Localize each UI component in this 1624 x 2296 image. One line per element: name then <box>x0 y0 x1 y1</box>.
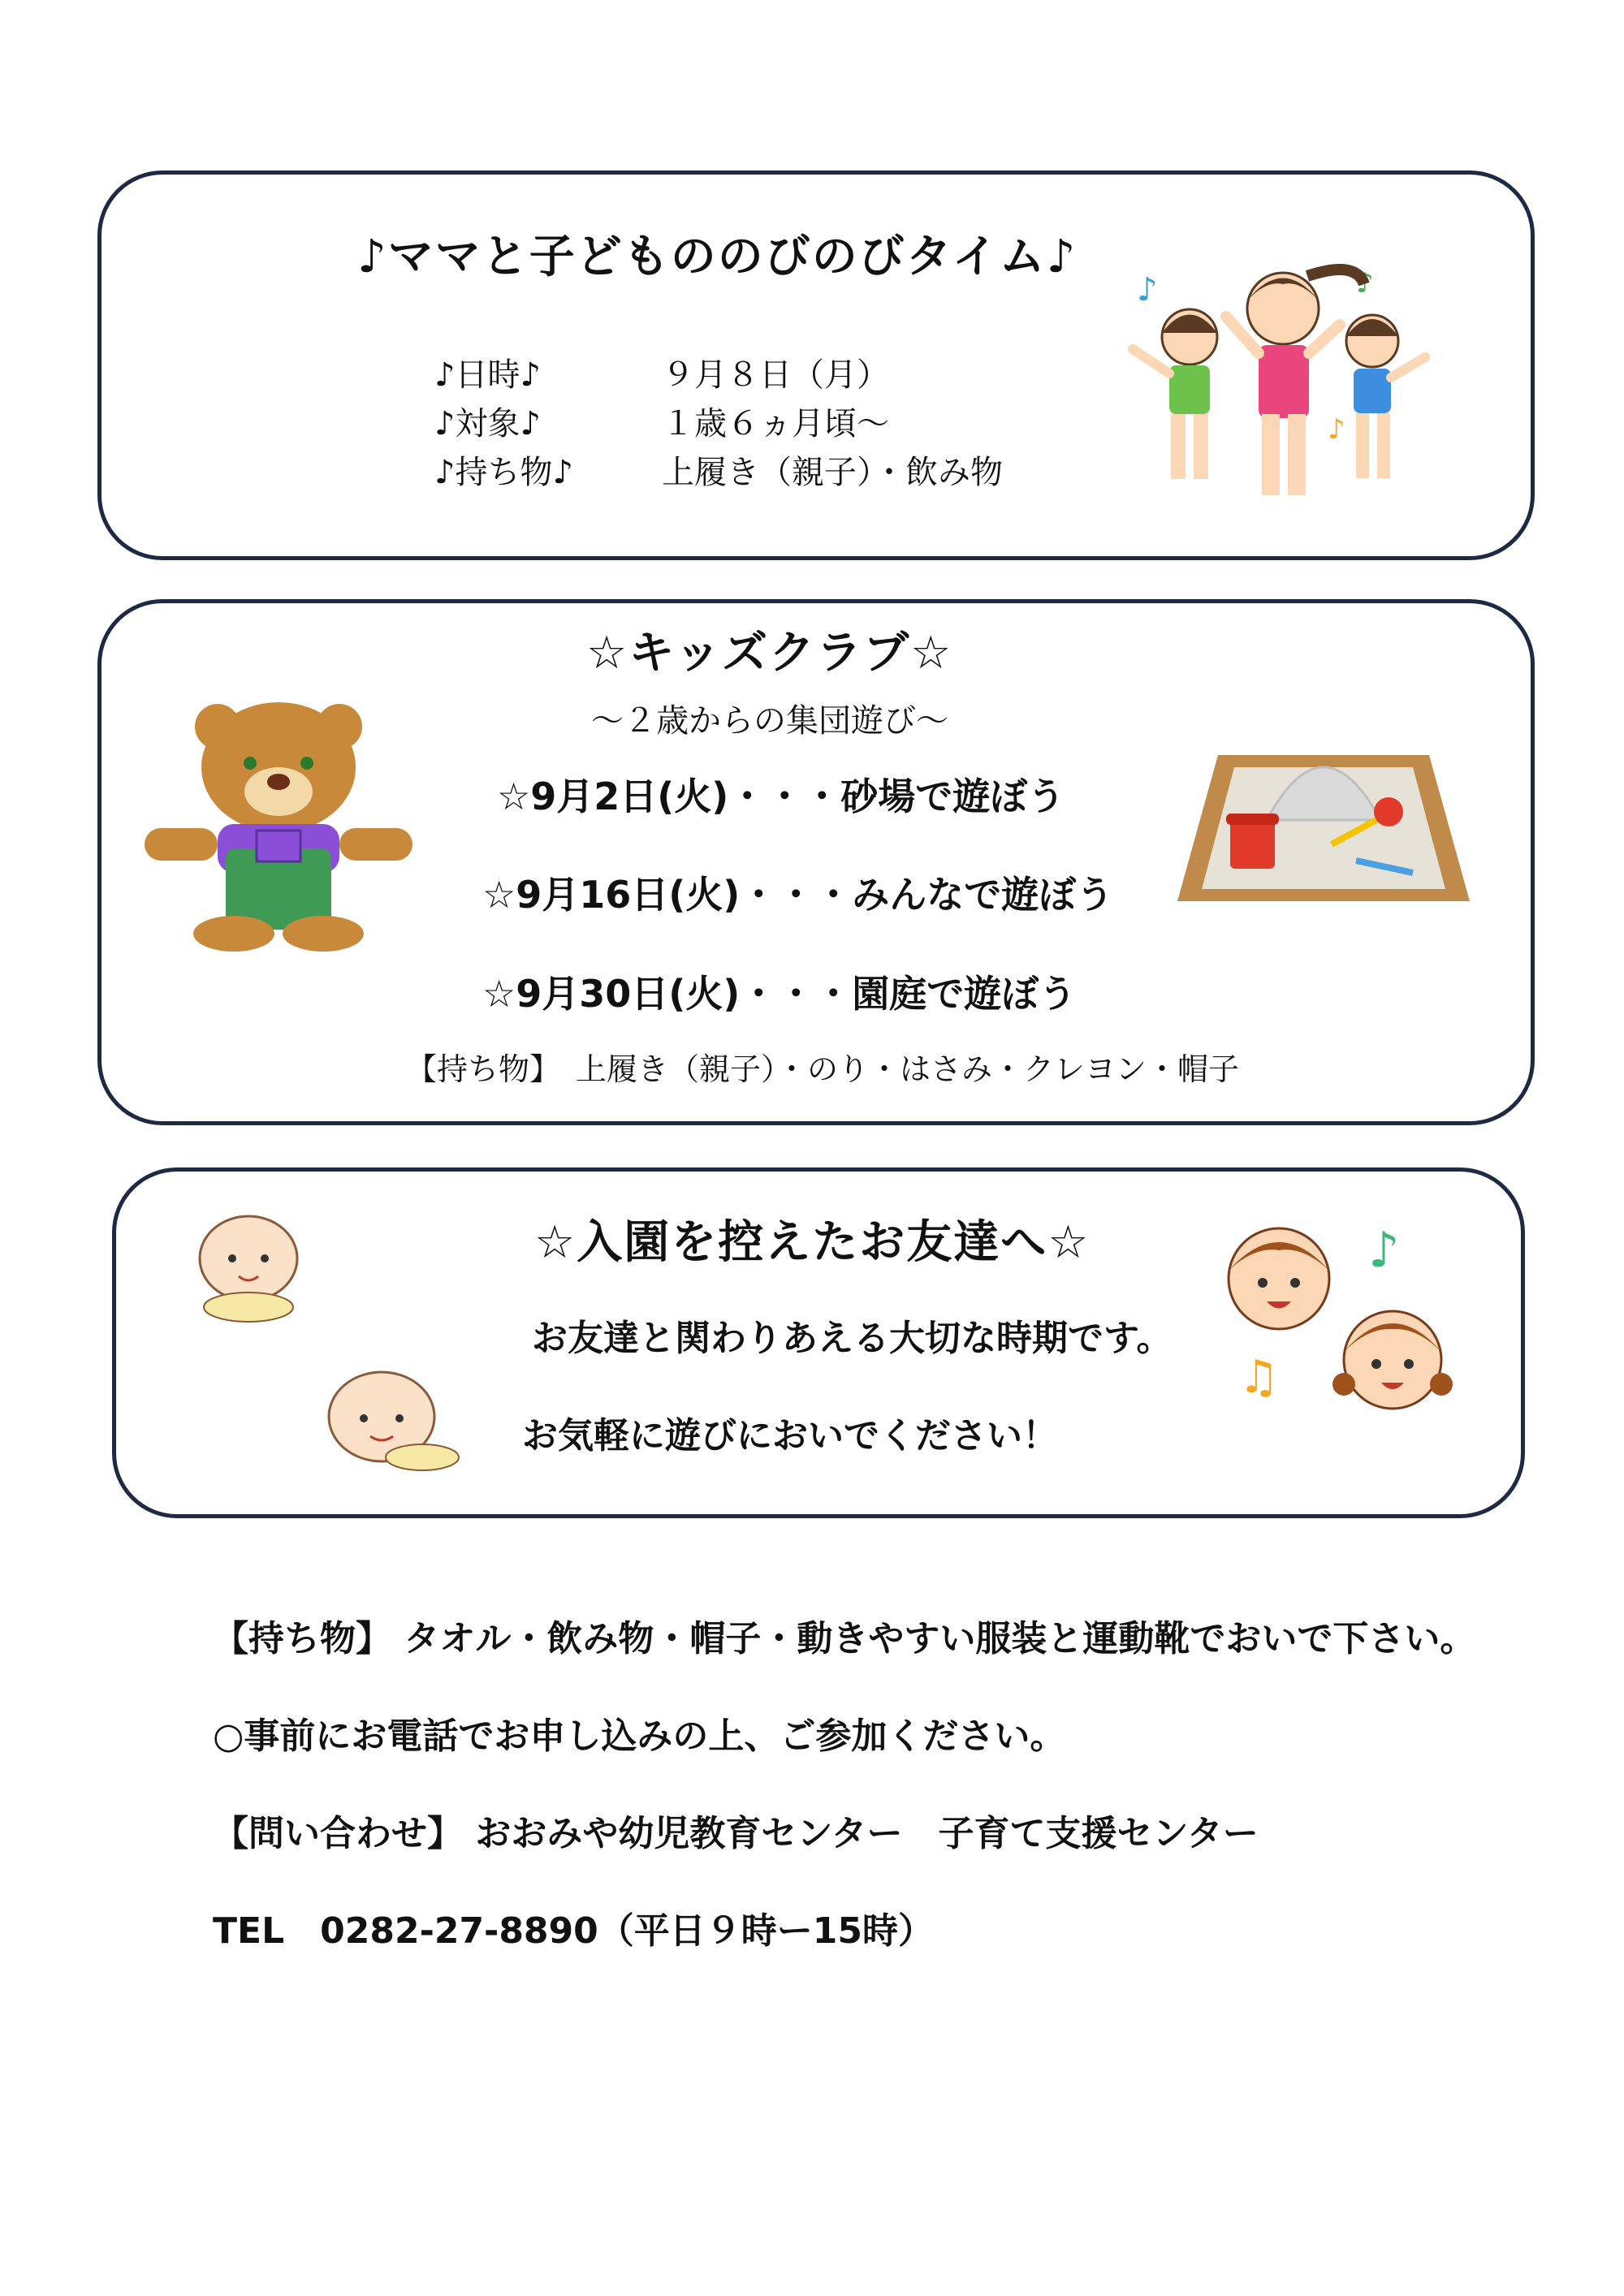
footer-tel: TEL 0282-27-8890（平日９時ー15時） <box>213 1910 935 1952</box>
kids-faces-illustration <box>1222 1222 1458 1441</box>
schedule-item-3: ☆9月30日(火)・・・園庭で遊ぼう <box>482 972 1077 1016</box>
schedule-item-2: ☆9月16日(火)・・・みんなで遊ぼう <box>482 873 1114 917</box>
section3-title: ☆入園を控えたお友達へ☆ <box>534 1216 1091 1269</box>
sandbox-illustration <box>1169 723 1478 917</box>
svg-text:♪: ♪ <box>1356 267 1374 300</box>
svg-text:♪: ♪ <box>1328 413 1345 446</box>
footer-notice: ○事前にお電話でお申し込みの上、ご参加ください。 <box>213 1716 1066 1757</box>
section2-belongings: 【持ち物】 上履き（親子）・のり・はさみ・クレヨン・帽子 <box>406 1051 1240 1087</box>
section3-line2: お気軽に遊びにおいでください！ <box>522 1415 1058 1457</box>
section2-title: ☆キッズクラブ☆ <box>586 627 953 680</box>
svg-text:♫: ♫ <box>1238 1351 1280 1404</box>
section1-value-target: １歳６ヵ月頃～ <box>662 405 889 442</box>
section1-value-belongings: 上履き（親子）・飲み物 <box>662 454 1003 491</box>
dancers-illustration <box>1112 252 1453 511</box>
svg-text:♪: ♪ <box>1368 1222 1400 1279</box>
svg-text:♪: ♪ <box>1137 271 1158 309</box>
section1-label-date: ♪日時♪ <box>434 356 542 394</box>
section3-line1: お友達と関わりあえる大切な時期です。 <box>532 1318 1173 1359</box>
footer-contact: 【問い合わせ】 おおみや幼児教育センター 子育て支援センター <box>213 1813 1259 1854</box>
section1-label-target: ♪対象♪ <box>434 405 542 442</box>
crawling-baby-illustration-2 <box>317 1368 463 1474</box>
section1-label-belongings: ♪持ち物♪ <box>434 454 574 491</box>
section2-subtitle: ～２歳からの集団遊び～ <box>591 702 948 740</box>
footer-belongings: 【持ち物】 タオル・飲み物・帽子・動きやすい服装と運動靴でおいで下さい。 <box>213 1618 1476 1659</box>
crawling-baby-illustration <box>184 1210 313 1323</box>
teddy-bear-illustration <box>136 694 453 962</box>
section1-value-date: ９月８日（月） <box>662 356 889 394</box>
schedule-item-1: ☆9月2日(火)・・・砂場で遊ぼう <box>497 775 1065 818</box>
section1-title: ♪ママと子どもののびのびタイム♪ <box>357 231 1078 283</box>
